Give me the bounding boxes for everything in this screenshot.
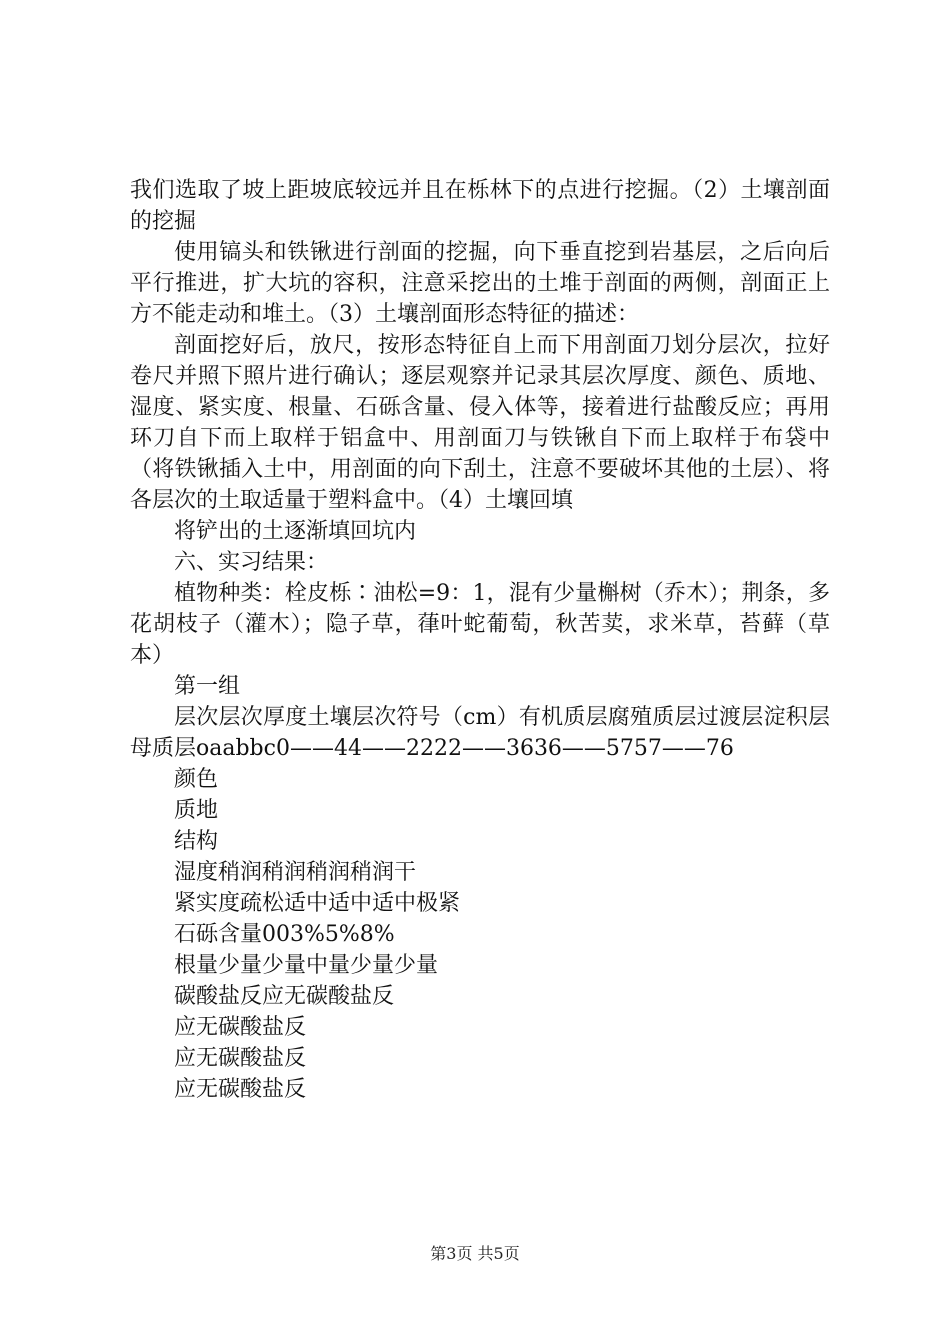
row-carbonate-reaction: 碳酸盐反应无碳酸盐反 bbox=[174, 984, 395, 1009]
row-texture: 质地 bbox=[174, 798, 219, 823]
row-root-amount: 根量少量少量中量少量少量 bbox=[174, 953, 439, 978]
row-carbonate-reaction-cont-3: 应无碳酸盐反 bbox=[174, 1077, 307, 1102]
row-compactness: 紧实度疏松适中适中适中极紧 bbox=[174, 891, 461, 916]
page-number-footer: 第3页 共5页 bbox=[430, 1244, 520, 1263]
section-heading-results: 六、实习结果： bbox=[174, 550, 329, 575]
paragraph-profile-description: 剖面挖好后，放尺，按形态特征自上而下用剖面刀划分层次，拉好卷尺并照下照片进行确认；逐层观察并记录其层次厚度、颜色、质地、湿度、紧实度、根量、石砾含量、侵入体等，接着进行盐酸反应；再用环刀自下而上取样于铝盒中、用剖面刀与铁锹自下而上取样于布袋中（将铁锹插入土中，用剖面的向下刮土，注意不要破坏其他的土层）、将各层次的土取适量于塑料盒中。（4）土壤回填 bbox=[130, 333, 830, 513]
group-label: 第一组 bbox=[174, 674, 241, 699]
paragraph-excavation: 使用镐头和铁锹进行剖面的挖掘，向下垂直挖到岩基层，之后向后平行推进，扩大坑的容积，注意采挖出的土堆于剖面的两侧，剖面正上方不能走动和堆土。（3）土壤剖面形态特征的描述： bbox=[130, 240, 830, 327]
paragraph-site-selection: 我们选取了坡上距坡底较远并且在栎林下的点进行挖掘。（2）土壤剖面的挖掘 bbox=[130, 178, 830, 234]
row-color: 颜色 bbox=[174, 767, 219, 792]
row-carbonate-reaction-cont-2: 应无碳酸盐反 bbox=[174, 1046, 307, 1071]
paragraph-backfill: 将铲出的土逐渐填回坑内 bbox=[174, 519, 417, 544]
row-carbonate-reaction-cont-1: 应无碳酸盐反 bbox=[174, 1015, 307, 1040]
row-structure: 结构 bbox=[174, 829, 219, 854]
paragraph-plant-species: 植物种类：栓皮栎∶油松=9：1，混有少量槲树（乔木）；荆条，多花胡枝子（灌木）；隐子草，葎叶蛇葡萄，秋苦荬，求米草，苔藓（草本） bbox=[130, 581, 830, 668]
row-moisture: 湿度稍润稍润稍润稍润干 bbox=[174, 860, 417, 885]
document-body bbox=[130, 175, 830, 1105]
row-gravel-content: 石砾含量003%5%8% bbox=[174, 922, 395, 947]
paragraph-layer-table: 层次层次厚度土壤层次符号（cm）有机质层腐殖质层过渡层淀积层母质层oaabbc0——44——2222——3636——5757——76 bbox=[130, 705, 830, 761]
